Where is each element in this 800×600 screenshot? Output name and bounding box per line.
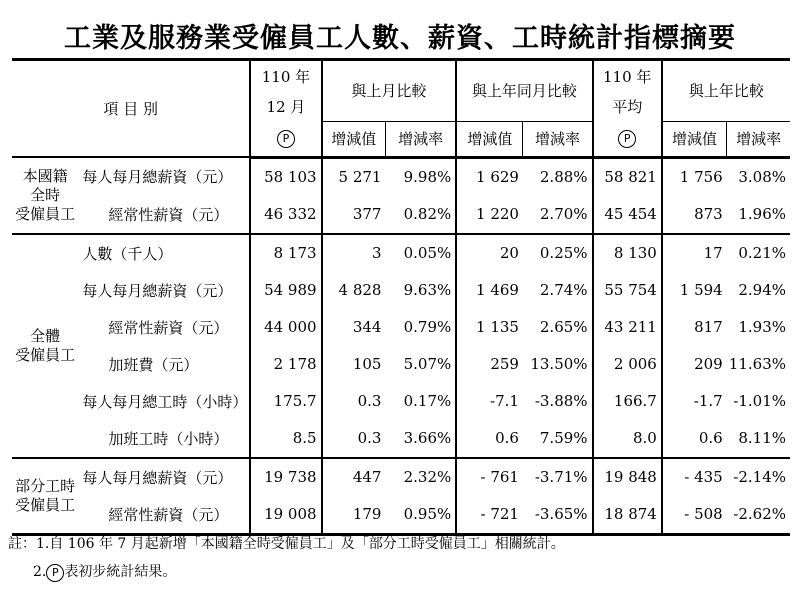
footnote-2 xyxy=(8,558,565,586)
change-rate-header: 增減率 xyxy=(727,121,790,157)
value-cell: -2.62% xyxy=(733,505,786,523)
footnote-2-number: 2. xyxy=(33,564,47,580)
value-cell: 166.7 xyxy=(593,383,662,420)
table-row xyxy=(12,234,790,272)
value-cell: 43 211 xyxy=(593,309,662,346)
group-label-line: 本國籍 xyxy=(22,166,68,185)
value-cell: 1.93% xyxy=(738,318,786,336)
value-cell: 1 629 xyxy=(456,157,523,196)
change-value-header: 增減值 xyxy=(456,121,523,157)
value-cell: 5.07% xyxy=(403,355,452,373)
value-cell: 3.66% xyxy=(403,429,452,447)
value-cell: 0.3 xyxy=(322,383,386,420)
value-cell: 4 828 xyxy=(322,272,386,309)
value-cell: 8.5 xyxy=(250,420,321,458)
value-cell: 105 xyxy=(322,346,386,383)
vs-same-month-header: 與上年同月比較 xyxy=(456,60,592,122)
value-cell: 179 xyxy=(322,496,386,535)
row-label: 經常性薪資（元） xyxy=(108,205,229,224)
value-cell: 18 874 xyxy=(593,496,662,535)
value-cell: 19 008 xyxy=(250,496,321,535)
value-cell: 8 130 xyxy=(593,234,662,272)
value-cell: 19 738 xyxy=(250,458,321,496)
avg-label-header: 平均 xyxy=(593,91,662,121)
group-label-line: 全體 xyxy=(30,326,61,345)
value-cell: 0.05% xyxy=(385,234,456,272)
value-cell: -2.14% xyxy=(727,458,790,496)
table-row xyxy=(12,157,790,196)
value-cell: - 761 xyxy=(456,458,523,496)
value-cell: 1 594 xyxy=(662,272,727,309)
value-cell: - 435 xyxy=(662,458,727,496)
value-cell: 1 220 xyxy=(456,196,523,234)
value-cell: 0.82% xyxy=(403,205,452,223)
value-cell: 209 xyxy=(662,346,727,383)
row-label: 每人每月總薪資（元） xyxy=(78,458,250,496)
value-cell: -3.71% xyxy=(523,458,593,496)
footnote-2-text: 表初步統計結果。 xyxy=(64,564,177,580)
value-cell: 58 821 xyxy=(593,157,662,196)
value-cell: 817 xyxy=(662,309,727,346)
value-cell: 55 754 xyxy=(593,272,662,309)
table-row xyxy=(12,420,790,458)
value-cell: - 508 xyxy=(662,496,727,535)
change-value-header: 增減值 xyxy=(322,121,386,157)
value-cell: 9.63% xyxy=(403,281,452,299)
footnotes xyxy=(8,530,565,586)
value-cell: 2 178 xyxy=(250,346,321,383)
group-label-line: 全時 xyxy=(30,185,61,204)
value-cell: 1.96% xyxy=(738,205,786,223)
value-cell: 5 271 xyxy=(322,157,386,196)
header-row-1 xyxy=(12,60,790,92)
value-cell: 1 135 xyxy=(456,309,523,346)
value-cell: 1 756 xyxy=(662,157,727,196)
table-row xyxy=(12,196,790,234)
table-row xyxy=(12,346,790,383)
value-cell: 0.6 xyxy=(662,420,727,458)
group-label xyxy=(12,157,78,234)
value-cell: 175.7 xyxy=(250,383,321,420)
value-cell: -1.7 xyxy=(662,383,727,420)
value-cell: 2.65% xyxy=(539,318,588,336)
preliminary-mark: P xyxy=(46,564,64,582)
vs-last-month-header: 與上月比較 xyxy=(322,60,457,122)
value-cell: 2.94% xyxy=(738,281,786,299)
current-year-header: 110 年 xyxy=(250,60,321,92)
page-title: 工業及服務業受僱員工人數、薪資、工時統計指標摘要 xyxy=(64,23,736,54)
row-label: 經常性薪資（元） xyxy=(108,318,229,337)
row-label: 經常性薪資（元） xyxy=(108,505,229,524)
row-label: 每人每月總薪資（元） xyxy=(78,157,250,196)
value-cell: 11.63% xyxy=(728,355,786,373)
table-row xyxy=(12,458,790,496)
row-label: 加班費（元） xyxy=(108,355,199,374)
group-label-line: 受僱員工 xyxy=(15,495,76,514)
value-cell: 1 469 xyxy=(456,272,523,309)
value-cell: 3.08% xyxy=(727,157,790,196)
value-cell: 44 000 xyxy=(250,309,321,346)
item-header: 項 目 別 xyxy=(103,100,158,118)
value-cell: -1.01% xyxy=(733,392,786,410)
row-label: 人數（千人） xyxy=(78,234,250,272)
value-cell: 54 989 xyxy=(250,272,321,309)
preliminary-mark: P xyxy=(277,130,295,148)
table-body xyxy=(12,157,790,534)
value-cell: 0.3 xyxy=(322,420,386,458)
value-cell: 8.0 xyxy=(593,420,662,458)
value-cell: 20 xyxy=(456,234,523,272)
preliminary-mark: P xyxy=(618,130,636,148)
value-cell: 2.88% xyxy=(523,157,593,196)
table-row xyxy=(12,309,790,346)
value-cell: 46 332 xyxy=(250,196,321,234)
change-value-header: 增減值 xyxy=(662,121,727,157)
value-cell: 8 173 xyxy=(250,234,321,272)
value-cell: 13.50% xyxy=(530,355,588,373)
table-row xyxy=(12,272,790,309)
vs-last-year-header: 與上年比較 xyxy=(662,60,790,122)
value-cell: 45 454 xyxy=(593,196,662,234)
value-cell: -3.65% xyxy=(534,505,588,523)
group-label-line: 受僱員工 xyxy=(15,204,76,223)
value-cell: 58 103 xyxy=(250,157,321,196)
value-cell: 2.70% xyxy=(539,205,588,223)
group-label xyxy=(12,458,78,535)
table-row xyxy=(12,496,790,535)
row-label: 每人每月總工時（小時） xyxy=(82,392,248,411)
value-cell: -3.88% xyxy=(534,392,588,410)
value-cell: 447 xyxy=(322,458,386,496)
group-label-line: 部分工時 xyxy=(15,476,76,495)
value-cell: 0.25% xyxy=(523,234,593,272)
value-cell: 8.11% xyxy=(738,429,786,447)
value-cell: 344 xyxy=(322,309,386,346)
change-rate-header: 增減率 xyxy=(523,121,593,157)
value-cell: 2 006 xyxy=(593,346,662,383)
value-cell: 0.95% xyxy=(403,505,452,523)
value-cell: 0.79% xyxy=(403,318,452,336)
value-cell: 0.17% xyxy=(403,392,452,410)
change-rate-header: 增減率 xyxy=(385,121,456,157)
table-row xyxy=(12,383,790,420)
avg-year-header: 110 年 xyxy=(593,60,662,92)
value-cell: 2.74% xyxy=(539,281,588,299)
value-cell: 7.59% xyxy=(539,429,588,447)
group-label-line: 受僱員工 xyxy=(15,345,76,364)
value-cell: 17 xyxy=(662,234,727,272)
group-label xyxy=(12,234,78,458)
value-cell: 873 xyxy=(662,196,727,234)
value-cell: 0.6 xyxy=(456,420,523,458)
row-label: 加班工時（小時） xyxy=(108,429,229,448)
value-cell: - 721 xyxy=(456,496,523,535)
statistics-table xyxy=(12,58,790,536)
value-cell: 2.32% xyxy=(385,458,456,496)
value-cell: -7.1 xyxy=(456,383,523,420)
row-label: 每人每月總薪資（元） xyxy=(82,281,233,300)
value-cell: 0.21% xyxy=(727,234,790,272)
value-cell: 9.98% xyxy=(385,157,456,196)
value-cell: 3 xyxy=(322,234,386,272)
value-cell: 259 xyxy=(456,346,523,383)
value-cell: 377 xyxy=(322,196,386,234)
value-cell: 19 848 xyxy=(593,458,662,496)
current-month-header: 12 月 xyxy=(250,91,321,121)
footnote-1: 註：1.自 106 年 7 月起新增「本國籍全時受僱員工」及「部分工時受僱員工」相關統計。 xyxy=(8,536,565,552)
